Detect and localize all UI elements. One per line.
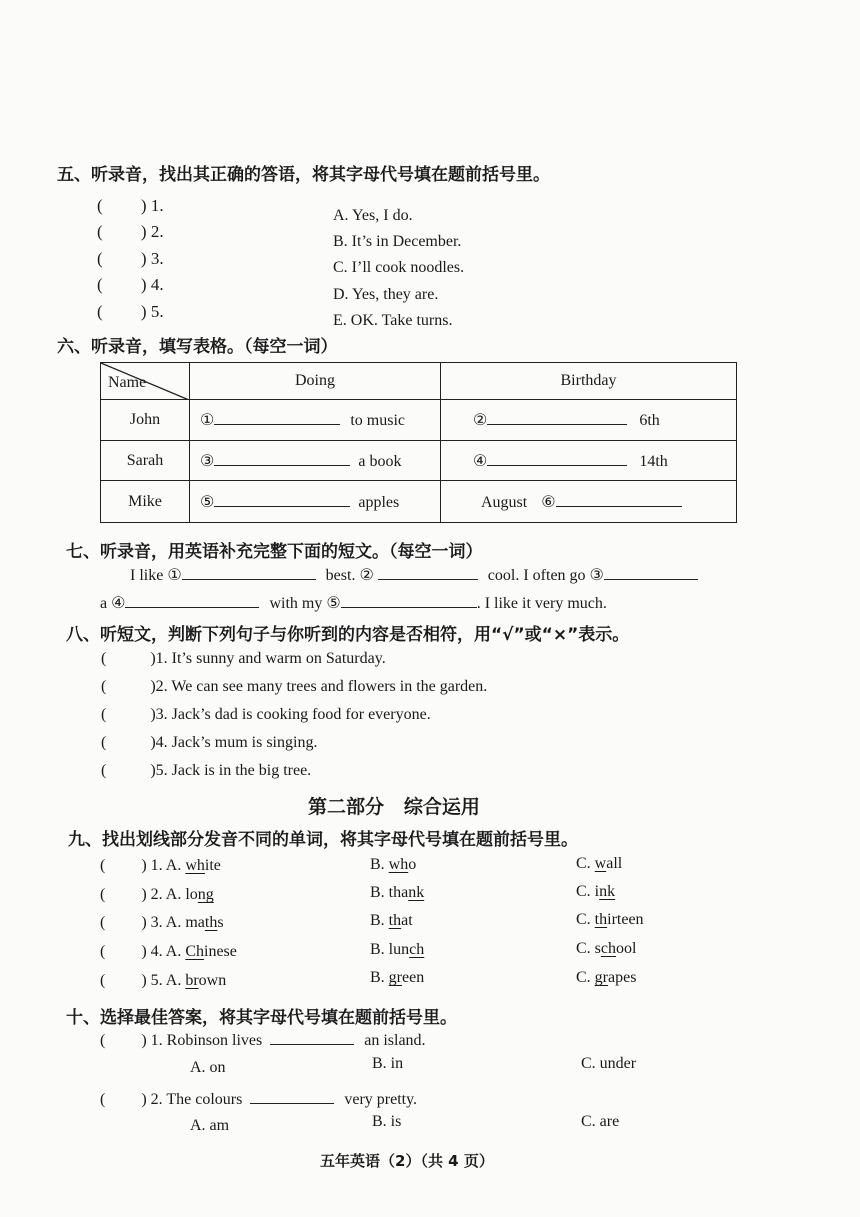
table-row (101, 481, 737, 523)
blank-number: ⑥ (541, 493, 556, 511)
word-rest: irteen (607, 911, 644, 928)
option-letter: B. (370, 856, 389, 873)
s8-item-2: ( )2. We can see many trees and flowers in the garden. (101, 678, 488, 695)
part-2-heading: 第二部分 综合运用 (308, 796, 480, 818)
s9-c-1 (576, 855, 622, 873)
row-birthday (441, 441, 737, 481)
s5-option-b: B. It’s in December. (333, 233, 462, 250)
passage-text: cool. I often go ③ (487, 567, 604, 584)
answer-blank[interactable] (487, 410, 627, 425)
s9-row-5 (100, 972, 226, 990)
option-letter: C. (576, 855, 595, 872)
section-5-title: 五、听录音，找出其正确的答语，将其字母代号填在题前括号里。 (57, 165, 550, 185)
answer-blank[interactable] (341, 593, 477, 608)
blank-number: ③ (200, 452, 215, 470)
answer-blank[interactable] (604, 565, 698, 580)
row-birthday (441, 400, 737, 441)
answer-blank[interactable] (270, 1030, 354, 1045)
row-doing-text: apples (358, 493, 400, 511)
underlined-part: gr (594, 969, 608, 986)
s5-option-d: D. Yes, they are. (333, 286, 439, 303)
answer-blank[interactable] (214, 451, 350, 466)
option-letter: C. (576, 911, 595, 928)
word-rest: lo (185, 886, 198, 903)
underlined-part: th (594, 911, 608, 928)
row-name: Sarah (101, 441, 190, 481)
underlined-part: nk (599, 883, 616, 900)
s10-q1-option-a: A. on (190, 1059, 226, 1076)
section-7-title: 七、听录音，用英语补充完整下面的短文。（每空一词） (66, 542, 483, 562)
s10-q1-option-c: C. under (581, 1055, 637, 1072)
s9-b-1 (370, 856, 416, 874)
section-6-title: 六、听录音，填写表格。（每空一词） (57, 337, 338, 357)
s5-item-5: ( ) 5. (97, 302, 164, 321)
s10-q2-option-c: C. are (581, 1113, 620, 1130)
row-name: John (101, 400, 190, 441)
word-rest: inese (204, 943, 237, 960)
s9-row-2 (100, 886, 214, 904)
word-rest: o (408, 856, 417, 873)
section-8-title: 八、听短文，判断下列句子与你听到的内容是否相符，用“√”或“×”表示。 (66, 625, 630, 645)
underlined-part: wh (388, 856, 409, 873)
answer-blank[interactable] (214, 492, 350, 507)
underlined-part: ng (197, 886, 214, 903)
word-rest: apes (608, 969, 637, 986)
row-doing-text: a book (358, 452, 402, 470)
blank-number: ① (200, 412, 215, 429)
answer-blank[interactable] (214, 410, 340, 425)
passage-text: best. ② (325, 567, 374, 584)
option-letter: C. s (576, 940, 601, 957)
page-footer: 五年英语（2）（共 4 页） (320, 1152, 494, 1170)
word-rest: all (606, 855, 623, 872)
section-10-title: 十、选择最佳答案，将其字母代号填在题前括号里。 (66, 1008, 457, 1028)
answer-blank[interactable] (182, 565, 316, 580)
s8-item-4: ( )4. Jack’s mum is singing. (101, 734, 318, 751)
option-letter: B. tha (370, 884, 409, 901)
s9-b-3 (370, 912, 413, 930)
word-rest: own (198, 972, 227, 989)
underlined-part: th (204, 914, 218, 931)
table-header-name (101, 363, 190, 400)
option-letter: B. (370, 969, 389, 986)
s5-item-4: ( ) 4. (97, 275, 164, 294)
underlined-part: w (594, 855, 607, 872)
s5-item-1: ( ) 1. (97, 196, 164, 215)
answer-blank[interactable] (250, 1089, 334, 1104)
s9-b-5 (370, 969, 424, 987)
underlined-part: ch (600, 940, 617, 957)
s8-item-5: ( )5. Jack is in the big tree. (101, 762, 312, 779)
question-text: very pretty. (344, 1091, 418, 1108)
row-doing (190, 481, 441, 523)
row-doing (190, 441, 441, 481)
blank-number: ⑤ (200, 493, 215, 511)
s5-option-c: C. I’ll cook noodles. (333, 259, 465, 276)
option-letter: C. i (576, 883, 600, 900)
row-doing (190, 400, 441, 441)
answer-blank[interactable] (556, 492, 682, 507)
birthday-table (100, 362, 737, 523)
passage-text: a ④ (100, 595, 126, 612)
s10-q2-option-b: B. is (372, 1113, 402, 1130)
s9-row-4 (100, 943, 237, 961)
s9-q: ( ) 2. A. (100, 886, 186, 903)
s9-c-4 (576, 940, 636, 958)
underlined-part: wh (185, 857, 205, 874)
row-name: Mike (101, 481, 190, 523)
underlined-part: th (388, 912, 402, 929)
s10-q2-option-a: A. am (190, 1117, 230, 1134)
option-letter: B. lun (370, 941, 410, 958)
row-birthday-month: August (481, 493, 528, 511)
underlined-part: br (185, 972, 199, 989)
row-birthday (441, 481, 737, 523)
s9-row-1 (100, 857, 221, 875)
s10-q1-option-b: B. in (372, 1055, 404, 1072)
question-text: ( ) 2. The colours (100, 1091, 243, 1108)
question-text: an island. (364, 1032, 426, 1049)
underlined-part: nk (408, 884, 425, 901)
answer-blank[interactable] (487, 451, 627, 466)
blank-number: ② (473, 412, 488, 429)
row-birthday-text: 14th (639, 452, 668, 470)
table-row (101, 400, 737, 441)
passage-text: . I like it very much. (476, 595, 607, 612)
s5-item-3: ( ) 3. (97, 249, 164, 268)
word-rest: ma (185, 914, 205, 931)
passage-text: with my ⑤ (269, 595, 341, 612)
underlined-part: ch (409, 941, 425, 958)
question-text: ( ) 1. Robinson lives (100, 1032, 263, 1049)
answer-blank[interactable] (378, 565, 478, 580)
s9-q: ( ) 4. A. (100, 943, 186, 960)
s9-b-4 (370, 941, 424, 959)
s9-b-2 (370, 884, 424, 902)
s5-item-2: ( ) 2. (97, 222, 164, 241)
blank-number: ④ (473, 452, 488, 470)
row-birthday-text: 6th (639, 412, 660, 429)
s5-option-e: E. OK. Take turns. (333, 312, 453, 329)
s8-item-1: ( )1. It’s sunny and warm on Saturday. (101, 650, 386, 667)
answer-blank[interactable] (125, 593, 259, 608)
option-letter: C. (576, 969, 595, 986)
row-doing-text: to music (350, 412, 406, 429)
table-header-doing: Doing (190, 363, 441, 400)
s7-line-2 (100, 593, 607, 613)
s5-option-a: A. Yes, I do. (333, 207, 413, 224)
word-rest: ite (204, 857, 221, 874)
s7-line-1 (130, 565, 698, 585)
s9-c-2 (576, 883, 615, 901)
s9-c-5 (576, 969, 636, 987)
passage-text: I like ① (130, 567, 182, 584)
word-rest: at (401, 912, 413, 929)
s9-q: ( ) 3. A. (100, 914, 186, 931)
s10-q1 (100, 1030, 426, 1050)
table-row (101, 441, 737, 481)
s9-q: ( ) 5. A. (100, 972, 186, 989)
underlined-part: gr (388, 969, 402, 986)
word-rest: een (402, 969, 425, 986)
s8-item-3: ( )3. Jack’s dad is cooking food for everyone. (101, 706, 431, 723)
table-header-birthday: Birthday (441, 363, 737, 400)
s10-q2 (100, 1089, 417, 1109)
underlined-part: Ch (185, 943, 204, 960)
section-9-title: 九、找出划线部分发音不同的单词，将其字母代号填在题前括号里。 (68, 830, 578, 850)
s9-row-3 (100, 914, 224, 932)
s9-q: ( ) 1. A. (100, 857, 186, 874)
header-name-label: Name (108, 374, 147, 391)
word-rest: s (217, 914, 224, 931)
s9-c-3 (576, 911, 644, 929)
option-letter: B. (370, 912, 389, 929)
word-rest: ool (616, 940, 637, 957)
